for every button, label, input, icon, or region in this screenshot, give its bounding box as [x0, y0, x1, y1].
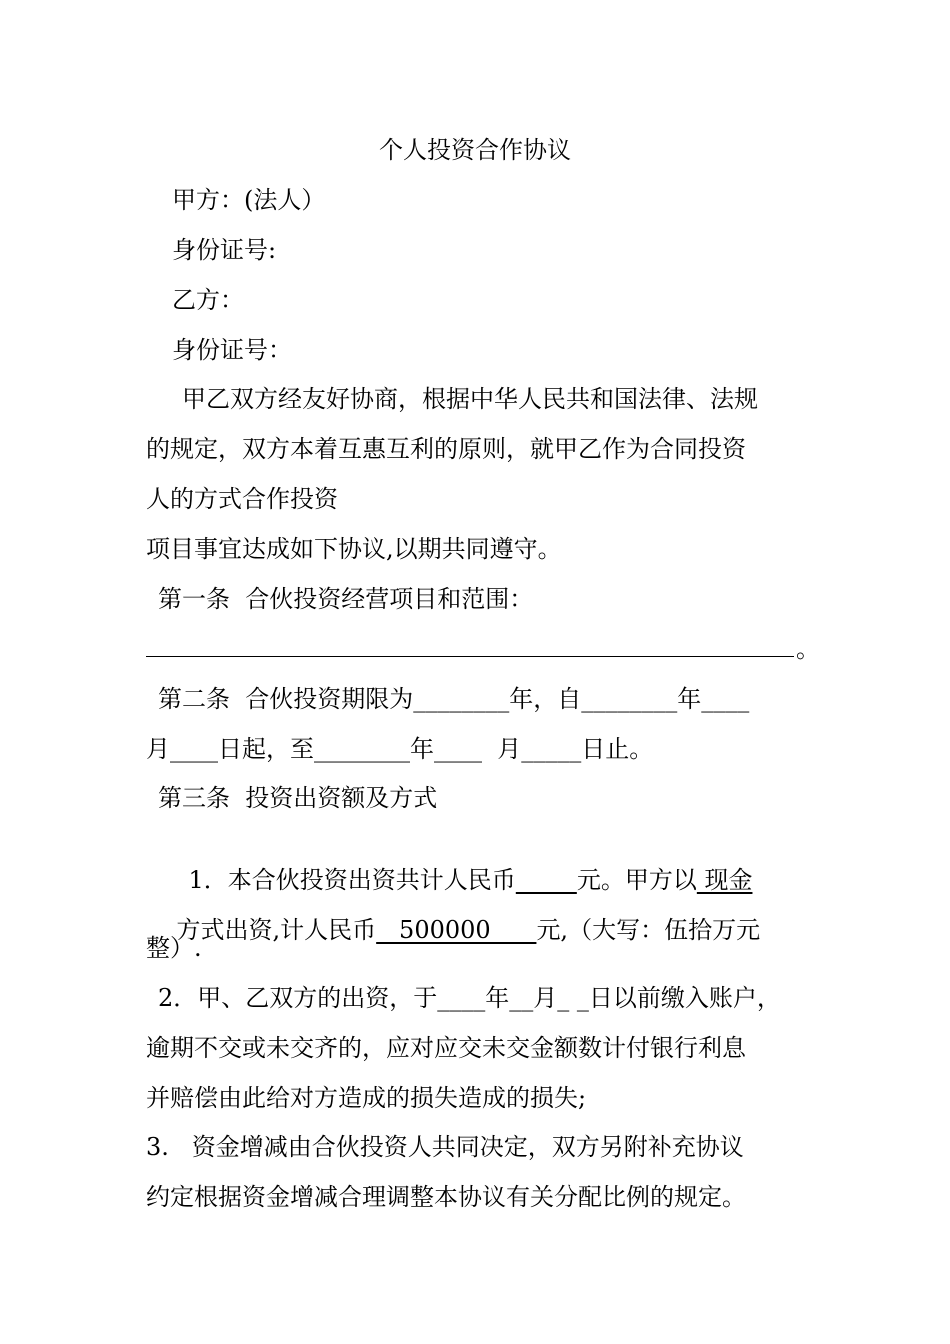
party-b-label: 乙方：: [172, 286, 244, 314]
article-3-item-1-line-2: [146, 882, 760, 978]
party-b-id-label: 身份证号：: [172, 336, 292, 364]
article-1-blank-line: [146, 656, 794, 657]
article-3-item-2-line-1: 2．甲、乙双方的出资，于____年__月_ _日以前缴入账户，: [158, 984, 781, 1012]
article-3-heading: 第三条 投资出资额及方式: [158, 784, 438, 812]
item-1-method: 现金: [696, 866, 753, 894]
article-2-line-1: 第二条 合伙投资期限为________年，自________年____: [158, 685, 750, 713]
party-a-label: 甲方：(法人）: [172, 186, 326, 214]
item-1-amount: 500000: [376, 916, 537, 944]
article-1-blank-end: 。: [796, 635, 820, 663]
article-3-item-3-line-1: 3. 资金增减由合伙投资人共同决定，双方另附补充协议: [146, 1133, 744, 1161]
article-3-item-1-line-3: 整）.: [146, 934, 202, 962]
item-1-text-a: 1．本合伙投资出资共计人民币: [188, 866, 516, 894]
article-3-item-2-line-3: 并赔偿由此给对方造成的损失造成的损失;: [146, 1084, 587, 1112]
article-3-item-2-line-2: 逾期不交或未交齐的，应对应交未交金额数计付银行利息: [146, 1034, 746, 1062]
item-1-text-d: 元,（大写：伍拾万元: [536, 916, 761, 944]
article-3-item-3-line-2: 约定根据资金增减合理调整本协议有关分配比例的规定。: [146, 1183, 746, 1211]
preamble-line-2: 的规定，双方本着互惠互利的原则，就甲乙作为合同投资: [146, 435, 746, 463]
article-2-line-2: 月____日起，至________年____ 月_____日止。: [146, 735, 654, 763]
document-title: 个人投资合作协议: [379, 136, 571, 164]
article-1-heading: 第一条 合伙投资经营项目和范围：: [158, 585, 534, 613]
preamble-line-1: 甲乙双方经友好协商，根据中华人民共和国法律、法规: [182, 385, 758, 413]
item-1-text-b: 元。甲方以: [576, 866, 697, 894]
item-1-text-c: 方式出资,计人民币: [176, 916, 377, 944]
preamble-line-4: 项目事宜达成如下协议,以期共同遵守。: [146, 535, 562, 563]
preamble-line-3: 人的方式合作投资: [146, 485, 338, 513]
party-a-id-label: 身份证号:: [172, 236, 277, 264]
